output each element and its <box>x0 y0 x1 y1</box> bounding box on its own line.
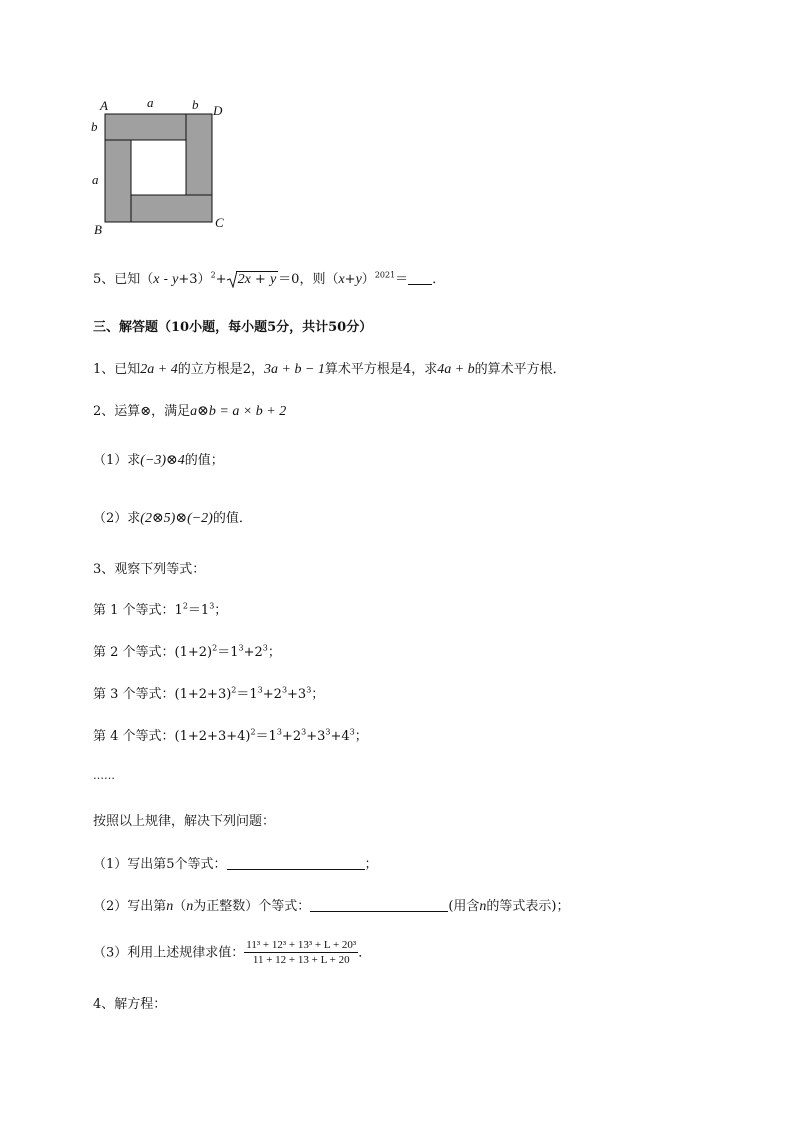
fraction-numerator: 11³ + 12³ + 13³ + L + 20³ <box>246 939 357 951</box>
question-5: 5、已知$(x - y+3)^2+$ 2x + y ＝0，则$(x+y)^{2021}=$ ． <box>93 270 446 287</box>
top-rectangle <box>105 114 186 140</box>
question-3-part-2: （2）写出第n（n为正整数）个等式： (用含n的等式表示)； <box>93 899 570 914</box>
label-a-left: a <box>92 172 99 187</box>
problem-2-part-1: （1）求(−3)⊗4的值； <box>93 453 224 468</box>
label-a-top: a <box>147 96 154 110</box>
sum-fraction <box>244 940 358 966</box>
label-C: C <box>215 215 224 230</box>
question-3-part-1: （1）写出第5个等式： ； <box>93 857 378 872</box>
answer-blank-nth[interactable] <box>310 899 448 912</box>
radical-sign-icon <box>227 270 237 288</box>
answer-blank-5th[interactable] <box>227 857 365 870</box>
problem-2-part-2: （2）求(2⊗5)⊗(−2)的值． <box>93 511 252 526</box>
equation-2: 第 2 个等式：$(1+2)^2=1^3+2^3$； <box>93 643 281 660</box>
label-D: D <box>213 103 223 118</box>
equation-3: 第 3 个等式：$(1+2+3)^2=1^3+2^3+3^3$； <box>93 685 325 702</box>
bottom-rectangle <box>131 195 212 222</box>
label-A: A <box>100 98 108 113</box>
problem-1: 1、已知2a + 4的立方根是2，3a + b − 1算术平方根是4，求4a + b的算术平方根． <box>93 362 566 377</box>
problem-4-title: 4、解方程： <box>93 997 167 1012</box>
problem-3-title: 3、观察下列等式： <box>93 562 206 577</box>
label-B: B <box>94 222 102 237</box>
right-rectangle <box>186 114 212 195</box>
left-rectangle <box>105 140 131 222</box>
equation-4: 第 4 个等式：$(1+2+3+4)^2=1^3+2^3+3^3+4^3$； <box>93 727 368 744</box>
equation-1: 第 1 个等式：$1^2=1^3$； <box>93 601 228 618</box>
label-b-left: b <box>91 119 98 134</box>
square-figure-svg <box>88 96 233 241</box>
square-figure <box>88 96 233 241</box>
problem-2: 2、运算⊗，满足a⊗b = a × b + 2 <box>93 404 287 419</box>
ellipsis: …… <box>93 769 115 782</box>
sqrt-expression: 2x + y <box>227 273 279 287</box>
question-3-part-3: （3）利用上述规律求值： $\frac{\text{11³ + 12³ + 13³ + L + 20³}}{11 + 12 + 13 + L + 20}$ ． <box>93 939 372 966</box>
rule-text: 按照以上规律，解决下列问题： <box>93 814 276 829</box>
section-3-title: 三、解答题（10小题，每小题5分，共计50分） <box>93 320 373 335</box>
label-b-top: b <box>192 97 199 112</box>
answer-blank[interactable] <box>408 272 432 285</box>
fraction-denominator: 11 + 12 + 13 + L + 20 <box>252 954 350 966</box>
